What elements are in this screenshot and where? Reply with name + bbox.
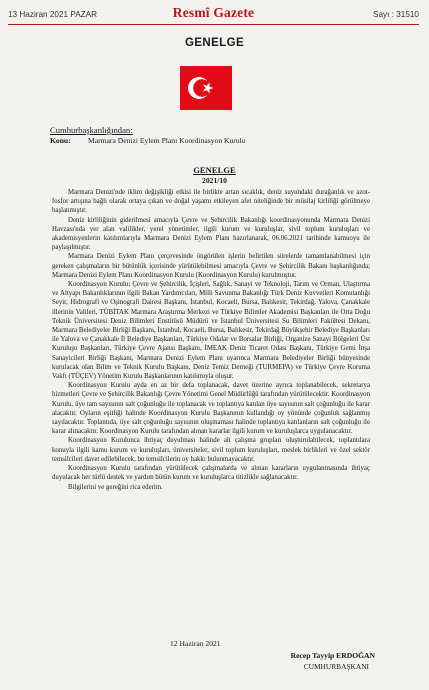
body-paragraph: Koordinasyon Kurulunca ihtiyaç duyulması halinde alt çalışma grupları oluşturulabilecek, toplantılara konuyla ilgili kamu kurum ve kuruluşları, üniversiteler, sivil toplum kuruluşları, meslek birlikleri ve özel sektör temsilcileri davet edilebilecek, bu temsilcilerin oy hakkı bulunmayacaktır.	[52, 437, 370, 463]
body-paragraph: Koordinasyon Kurulu tarafından yürütülecek çalışmalarda ve alınan kararların uygulanmasında ihtiyaç duyulacak her türlü destek ve yardım bütün kurum ve kuruluşlarca titizlikle sağlanacaktır.	[52, 465, 370, 482]
body-paragraph: Deniz kirliliğinin giderilmesi amacıyla Çevre ve Şehircilik Bakanlığı koordinasyonunda Marmara Denizi Havzası'nda yer alan valilikler, yerel yönetimler, ilgili kurum ve kuruluşlar, sivil toplum kuruluşları ve akademisyenlerin katılımlarıyla Marmara Denizi Eylem Planı hazırlanarak, 06.06.2021 tarihinde kamuoyu ile paylaşılmıştır.	[52, 216, 370, 252]
signatory-name: Recep Tayyip ERDOĞAN	[290, 651, 375, 660]
circular-title: GENELGE	[193, 165, 236, 175]
body-paragraph: Koordinasyon Kurulu; Çevre ve Şehircilik, İçişleri, Sağlık, Sanayi ve Teknoloji, Tarım ve Orman, Ulaştırma ve Altyapı Bakanlıklarının ilgili Bakan Yardımcıları, Milli Savunma Bakanlığı Türk Deniz Kuvvetleri Komutanlığı Seyir, Hidrografi ve Oşinografi Dairesi Başkanı, İstanbul, Kocaeli, Bursa, Balıkesir, Tekirdağ, Yalova, Çanakkale illerinin Valileri, TÜBİTAK Marmara Araştırma Merkezi ve Türkiye Bilimler Akademisi Başkanları ile Orta Doğu Teknik Üniversitesi Deniz Bilimleri Enstitüsü Müdürü ve İstanbul Üniversitesi Su Bilimleri Fakültesi Dekanı, Marmara Belediyeler Birliği Başkanı, İstanbul, Kocaeli, Bursa, Balıkesir, Tekirdağ Büyükşehir Belediye Başkanları ile Yalova ve Çanakkale İl Belediye Başkanları, Türkiye Odalar ve Borsalar Birliği, Organize Sanayi Bölgeleri Üst Kuruluşu Başkanları, Türkiye Çevre Ajansı Başkanı, İMEAK Deniz Ticaret Odası Başkanı, Türkiye Gemi İnşa Sanayicileri Birliği Başkanı, Marmara Denizi Eylem Planı uyarınca Marmara Belediyeler Birliği bünyesinde kurulacak olan Bilim ve Teknik Kurulu Başkanı, Deniz Temiz Derneği (TURMEPA) ve Türkiye Çevre Koruma Vakfı (TÜÇEV) Yönetim Kurulu Başkanlarının katılımıyla oluşur.	[52, 281, 370, 381]
signatory-role: CUMHURBAŞKANI	[303, 662, 369, 671]
header-divider	[8, 24, 419, 25]
issue-number: Sayı : 31510	[373, 10, 419, 19]
subject-label: Konu:	[50, 136, 71, 145]
body-paragraph: Marmara Denizi'nde iklim değişikliği etkisi ile birlikte artan sıcaklık, deniz suyundaki durağanlık ve azot-fosfor artışına bağlı olarak ortaya çıkan ve doğal yaşamı etkileyen afet niteliğinde bir müsilaj kirliliği görülmeye başlanmıştır.	[52, 189, 370, 215]
body-paragraph: Marmara Denizi Eylem Planı çerçevesinde öngörülen işlerin belirtilen sürelerde tamamlanabilmesi için gereken çalışmaların bir bütünlük içerisinde yürütülebilmesi amacıyla Çevre ve Şehircilik Bakanı başkanlığında; Marmara Denizi Eylem Planı Koordinasyon Kurulu (Koordinasyon Kurulu) kurulmuştur.	[52, 253, 370, 279]
circular-number: 2021/10	[202, 176, 227, 185]
signature-date: 12 Haziran 2021	[170, 639, 221, 648]
turkish-flag-icon	[180, 66, 232, 110]
subject-text: Marmara Denizi Eylem Planı Koordinasyon Kurulu	[88, 136, 246, 145]
subject-block	[50, 136, 246, 145]
header-date: 13 Haziran 2021 PAZAR	[8, 10, 98, 19]
body-paragraph: Bilgilerini ve gereğini rica ederim.	[68, 483, 163, 491]
document-title: GENELGE	[184, 37, 245, 49]
circular-body	[52, 188, 370, 492]
body-paragraph: Koordinasyon Kurulu ayda en az bir defa toplanacak, davet üzerine ayrıca toplanabilecek, sekretarya hizmetleri Çevre ve Şehircilik Bakanlığı Çevre Yönetimi Genel Müdürlüğü tarafından yürütülecektir. Koordinasyon Kurulu, üye tam sayısının salt çoğunluğu ile toplanacak ve toplantıya katılan üye sayısının salt çoğunluğu ile karar alacaktır. Oyların eşitliği halinde Koordinasyon Kurulu Başkanının kullandığı oy yönünde çoğunluk sağlanmış sayılacaktır. Toplantıda, üye salt çoğunluğu sayısının oluşmaması halinde toplantıya katılanların salt çoğunluğu ile karar alınacaktır. Koordinasyon Kurulu tarafından alınan kararlar ilgili kurum ve kuruluşlarca uygulanacaktır.	[52, 382, 370, 436]
gazette-header	[8, 4, 419, 26]
gazette-title: Resmî Gazete	[172, 5, 255, 20]
issuing-authority: Cumhurbaşkanlığından:	[50, 125, 133, 135]
